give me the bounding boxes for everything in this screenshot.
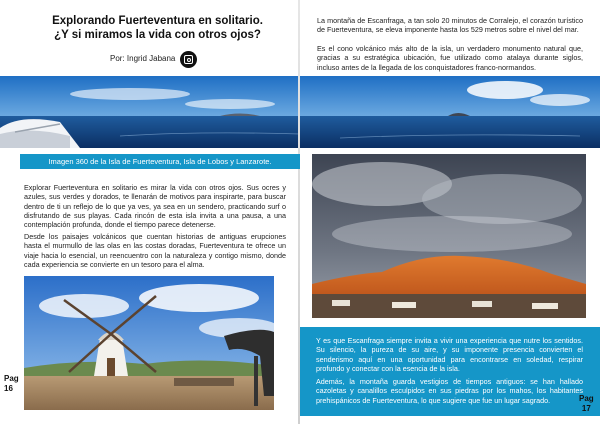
windmill-illustration bbox=[24, 276, 274, 410]
right-paragraph-2: Es el cono volcánico más alto de la isla, un verdadero monumento natural que, gracias a su estratégica ubicación, fue utilizado como atalaya durante siglos, incluso antes de la llegada de los conquistadores franco-normandos. bbox=[317, 44, 583, 72]
page-number-value-left: 16 bbox=[4, 384, 13, 393]
page-number-right bbox=[579, 394, 594, 414]
left-paragraph-2: Desde los paisajes volcánicos que cuentan historias de antiguas erupciones hasta el murmullo de las olas en las costas doradas, Fuerteventura te ofrece un viaje hacia lo esencial, un reencuentro con la naturaleza y contigo mismo, donde cada experiencia se convierte en un tesoro para el alma. bbox=[24, 232, 286, 269]
box-paragraph-1: Y es que Escanfraga siempre invita a vivir una experiencia que nutre los sentidos. Su silencio, la pureza de su aire, y su imponente presencia convierten el senderismo aquí en una oportunidad para encontrarse en soledad, respirar profundo y conectar con la esencia de la isla. bbox=[316, 336, 583, 373]
mountain-illustration bbox=[312, 154, 586, 318]
image-caption: Imagen 360 de la Isla de Fuerteventura, Isla de Lobos y Lanzarote. bbox=[20, 154, 300, 169]
windmill-photo bbox=[24, 276, 274, 410]
author-byline: Por: Ingrid Jabana bbox=[110, 54, 176, 63]
camera-lens bbox=[187, 58, 191, 62]
title-line-2: ¿Y si miramos la vida con otros ojos? bbox=[54, 29, 261, 41]
right-paragraph-1: La montaña de Escanfraga, a tan solo 20 minutos de Corralejo, el corazón turístico de Fuerteventura, se eleva imponente hasta los 529 metros sobre el nivel del mar. bbox=[317, 16, 583, 35]
box-paragraph-2: Además, la montaña guarda vestigios de tiempos antiguos: se han hallado cazoletas y canalillos esculpidos en sus piedras por los mahos, los habitantes prehispánicos de Fuerteventura, lo que sugiere que fue un lugar sagrado. bbox=[316, 377, 583, 405]
panorama-illustration bbox=[0, 76, 600, 148]
panorama-image bbox=[0, 76, 600, 148]
page-label-left: Pag bbox=[4, 374, 19, 383]
page-label-right: Pag bbox=[579, 394, 594, 403]
article-title bbox=[40, 14, 275, 42]
page-number-value-right: 17 bbox=[581, 404, 591, 413]
instagram-icon[interactable] bbox=[180, 51, 197, 68]
title-line-1: Explorando Fuerteventura en solitario. bbox=[52, 15, 263, 27]
mountain-photo bbox=[312, 154, 586, 318]
left-paragraph-1: Explorar Fuerteventura en solitario es mirar la vida con otros ojos. Sus ocres y azules, sus verdes y dorados, te llenarán de motivos para inspirarte, para buscar dentro de ti un reflejo de lo que ya ves, ya sea en un sendero, practicando surf o disfrutando de sus playas. Cada rincón de esta isla invita a una pausa, a una contemplación profunda, donde el tiempo parece detenerse. bbox=[24, 183, 286, 230]
page-number-left bbox=[4, 374, 19, 394]
